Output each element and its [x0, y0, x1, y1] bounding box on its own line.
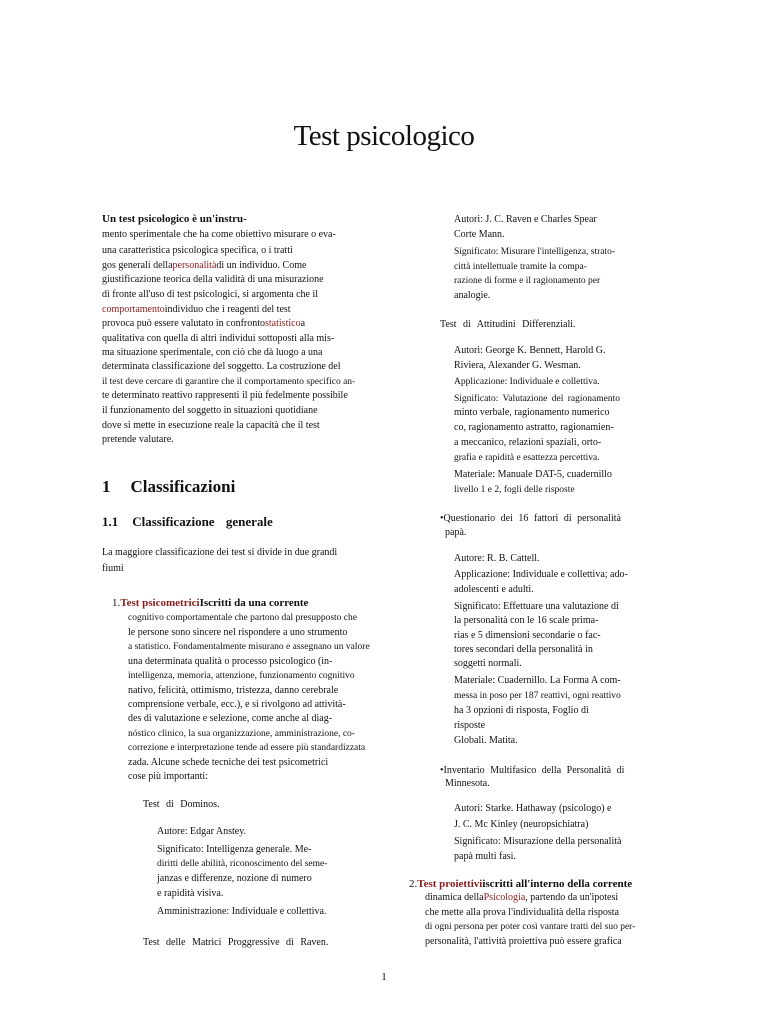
item1-line: cognitivo comportamentale che partono dal presupposto che [128, 613, 357, 623]
subsection-heading [102, 514, 273, 530]
item1-line: le persone sono sincere nel rispondere a uno strumento [128, 627, 348, 638]
link-personalita[interactable]: personalità [172, 260, 217, 271]
classif-line: fiumi [102, 563, 124, 574]
test-detail: Significato: Valutazione del ragionamento [454, 394, 620, 404]
test-detail: co, ragionamento astratto, ragionamien- [454, 422, 614, 433]
intro-text: a [300, 318, 306, 329]
item1-line: cose più importanti: [128, 771, 208, 782]
intro-line: una caratteristica psicologica specifica, o i tratti [102, 245, 293, 256]
test-detail: razione di forme e il ragionamento per [454, 276, 601, 286]
intro-line: dove si mette in esecuzione reale la capacità che il test [102, 420, 320, 431]
test-detail: Autori: J. C. Raven e Charles Spear [454, 214, 597, 225]
intro-line: il funzionamento del soggetto in situazioni quotidiane [102, 405, 318, 416]
test-detail: Significato: Misurazione della personalità [454, 836, 622, 847]
test-name: Inventario Multifasico della Personalità di [443, 765, 625, 776]
test-detail: città intellettuale tramite la compa- [454, 262, 587, 272]
intro-line: di fronte all'uso di test psicologici, si argomenta che il [102, 289, 319, 300]
list-number: 2. [409, 878, 418, 890]
test-name: Test di Dominos. [143, 799, 220, 810]
bullet-item [440, 512, 621, 526]
item1-line: comprensione verbale, ecc.), e si rivolgono ad attività- [128, 699, 346, 710]
test-detail: risposte [454, 720, 486, 731]
subsection-title: Classificazione generale [132, 514, 273, 529]
intro-text: individuo che i reagenti del test [164, 304, 291, 315]
intro-line: giustificazione teorica della validità di una misurazione [102, 274, 324, 285]
test-detail: diritti delle abilità, riconoscimento del seme- [157, 859, 328, 869]
subsection-number: 1.1 [102, 514, 119, 529]
link-test-psicometrici[interactable]: Test psicometrici [120, 597, 200, 609]
item2-line [425, 891, 618, 905]
intro-text: di un individuo. Come [216, 260, 307, 271]
item-heading: iscritti all'interno della corrente [482, 878, 633, 890]
intro-text: provoca può essere valutato in confronto [102, 318, 266, 329]
bullet: • [440, 765, 444, 776]
test-detail: Autori: George K. Bennett, Harold G. [454, 345, 606, 356]
test-detail: Corte Mann. [454, 229, 505, 240]
page-title: Test psicologico [293, 120, 475, 152]
item1-line: zada. Alcune schede tecniche dei test psicometrici [128, 757, 329, 768]
intro-text: gos generali della [102, 260, 173, 271]
test-detail: messa in poso per 187 reattivi, ogni reattivo [454, 691, 621, 701]
test-detail: adolescenti e adulti. [454, 584, 534, 595]
test-detail: Materiale: Manuale DAT-5, cuadernillo [454, 469, 612, 480]
item1-line: una determinata qualità o processo psicologico (in- [128, 656, 333, 667]
test-detail: Amministrazione: Individuale e collettiva. [157, 906, 327, 917]
list-number: 1. [112, 597, 121, 609]
test-detail: Significato: Intelligenza generale. Me- [157, 844, 312, 855]
item2-line: personalità, l'attività proiettiva può essere grafica [425, 936, 622, 947]
section-heading [102, 477, 235, 497]
item1-head-line [112, 596, 308, 610]
item1-line: nativo, felicità, ottimismo, tristezza, danno cerebrale [128, 685, 339, 696]
item2-text: dinamica della [425, 892, 484, 903]
test-detail: ha 3 opzioni di risposta, Foglio di [454, 705, 589, 716]
test-detail: la personalità con le 16 scale prima- [454, 615, 599, 626]
test-detail: analogie. [454, 290, 491, 301]
item1-line: correzione e interpretazione tende ad essere più standardizzata [128, 743, 366, 753]
test-name: Test di Attitudini Differenziali. [440, 319, 576, 330]
item1-line: intelligenza, memoria, attenzione, funzionamento cognitivo [128, 671, 355, 681]
classif-line: La maggiore classificazione dei test si divide in due grandi [102, 547, 338, 558]
test-name: Questionario dei 16 fattori di personalità [443, 513, 621, 524]
item1-line: nóstico clinico, la sua organizzazione, amministrazione, co- [128, 729, 355, 739]
test-detail: Applicazione: Individuale e collettiva; ado- [454, 569, 628, 580]
test-detail: e rapidità visiva. [157, 888, 224, 899]
test-name: Test delle Matrici Proggressive di Raven. [143, 937, 329, 948]
intro-line: il test deve cercare di garantire che il comportamento specifico an- [102, 377, 356, 387]
test-detail: Autore: R. B. Cattell. [454, 553, 540, 564]
test-name-cont: papà. [445, 527, 467, 538]
link-statistico[interactable]: statistico [265, 318, 301, 329]
intro-line [102, 259, 306, 273]
test-detail: Globali. Matita. [454, 735, 518, 746]
item1-line: des di valutazione e selezione, come anche al diag- [128, 713, 333, 724]
test-detail: soggetti normali. [454, 658, 522, 669]
test-detail: Significato: Misurare l'intelligenza, strato- [454, 247, 616, 257]
bullet-item [440, 764, 624, 778]
test-detail: J. C. Mc Kinley (neuropsichiatra) [454, 819, 589, 830]
bullet: • [440, 513, 444, 524]
item2-head-line [409, 877, 632, 891]
test-detail: tores secondari della personalità in [454, 644, 593, 655]
intro-line: determinata classificazione del soggetto. La costruzione del [102, 361, 341, 372]
test-detail: a meccanico, relazioni spaziali, orto- [454, 437, 602, 448]
item2-line: che mette alla prova l'individualità della risposta [425, 907, 619, 918]
test-detail: Autore: Edgar Anstey. [157, 826, 247, 837]
section-number: 1 [102, 477, 111, 496]
test-detail: minto verbale, ragionamento numerico [454, 407, 610, 418]
section-title: Classificazioni [130, 477, 236, 496]
test-detail: Materiale: Cuadernillo. La Forma A com- [454, 675, 621, 686]
test-detail: rias e 5 dimensioni secondarie o fac- [454, 630, 601, 641]
intro-line: pretende valutare. [102, 434, 174, 445]
intro-lead: Un test psicologico è un'instru- [102, 213, 247, 225]
item1-line: a statistico. Fondamentalmente misurano e assegnano un valore [128, 642, 370, 652]
test-detail: Significato: Effettuare una valutazione di [454, 601, 619, 612]
intro-line: ma situazione sperimentale, con ciò che dà luogo a una [102, 347, 323, 358]
intro-line: qualitativa con quella di altri individui sottoposti alla mis- [102, 333, 335, 344]
item2-text: , partendo da un'ipotesi [525, 892, 619, 903]
intro-line [102, 303, 291, 317]
test-detail: Applicazione: Individuale e collettiva. [454, 377, 600, 387]
link-comportamento[interactable]: comportamento [102, 304, 165, 315]
test-detail: janzas e differenze, nozione di numero [157, 873, 312, 884]
test-detail: Autori: Starke. Hathaway (psicologo) e [454, 803, 612, 814]
item2-line: di ogni persona per poter così vantare tratti del suo per- [425, 922, 636, 932]
item-heading: Iscritti da una corrente [199, 597, 309, 609]
intro-line [102, 317, 305, 331]
test-detail: grafia e rapidità e esattezza percettiva. [454, 453, 600, 463]
test-detail: papà multi fasi. [454, 851, 516, 862]
link-test-proiettivi[interactable]: Test proiettivi [417, 878, 483, 890]
intro-line: mento sperimentale che ha come obiettivo misurare o eva- [102, 229, 336, 240]
test-name-cont: Minnesota. [445, 778, 490, 789]
link-psicologia[interactable]: Psicologia [483, 892, 526, 903]
page-number: 1 [381, 971, 387, 983]
intro-line: te determinato reattivo rappresenti il più fedelmente possibile [102, 390, 348, 401]
test-detail: livello 1 e 2, fogli delle risposte [454, 485, 575, 495]
test-detail: Riviera, Alexander G. Wesman. [454, 360, 581, 371]
